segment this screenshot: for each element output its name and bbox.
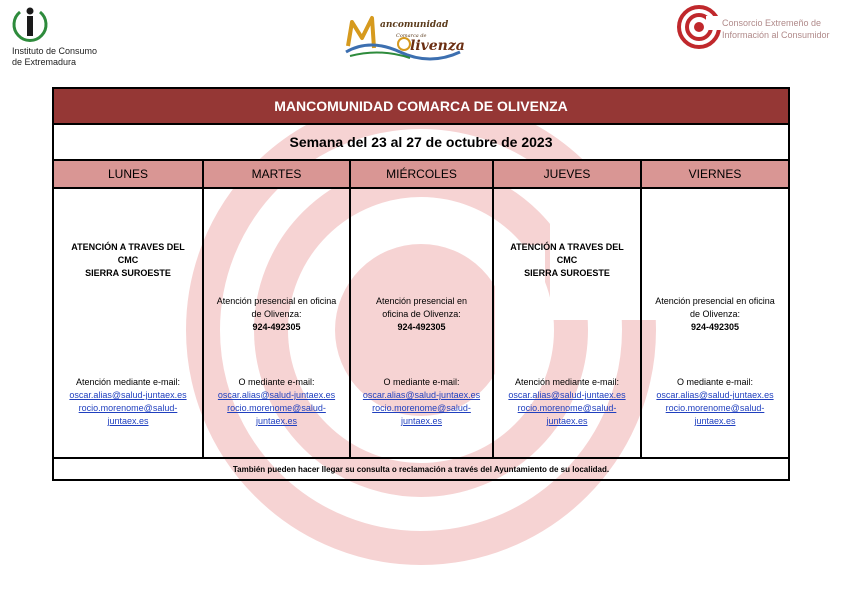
cmc-line3: SIERRA SUROESTE [85, 268, 171, 278]
cell-lunes [54, 189, 204, 457]
email-link-rocio-part2: juntaex.es [694, 416, 736, 426]
email-block [642, 376, 788, 428]
days-header-row [54, 161, 788, 189]
phone-number: 924-492305 [252, 322, 301, 332]
day-header-martes: MARTES [204, 161, 351, 187]
cmc-line2: CMC [117, 255, 139, 265]
email-block [351, 376, 492, 428]
email-intro: Atención mediante e-mail: [514, 377, 620, 387]
week-label: Semana del 23 al 27 de octubre de 2023 [54, 125, 788, 161]
cell-martes [204, 189, 351, 457]
email-link-rocio-part2: juntaex.es [400, 416, 443, 426]
day-header-jueves: JUEVES [494, 161, 642, 187]
day-header-viernes: VIERNES [642, 161, 788, 187]
schedule-table [52, 87, 790, 481]
logo-instituto-consumo [10, 6, 130, 66]
day-header-lunes: LUNES [54, 161, 204, 187]
logo-left-line2: de Extremadura [12, 57, 77, 67]
logo-center-line1: ancomunidad [380, 20, 449, 30]
email-link-oscar[interactable]: oscar.alias@salud-juntaex.es [508, 390, 626, 400]
email-link-rocio-part2: juntaex.es [546, 416, 588, 426]
logo-consorcio [676, 4, 836, 52]
presencial-block [204, 295, 349, 334]
cell-miercoles [351, 189, 494, 457]
email-link-oscar[interactable]: oscar.alias@salud-juntaex.es [217, 390, 336, 400]
logo-center-line2: Comarca de [396, 33, 427, 39]
presencial-block [642, 295, 788, 334]
phone-number: 924-492305 [690, 322, 740, 332]
cell-jueves [494, 189, 642, 457]
email-intro: O mediante e-mail: [238, 377, 315, 387]
email-intro: O mediante e-mail: [383, 377, 460, 387]
phone-number: 924-492305 [397, 322, 446, 332]
presencial-block [351, 295, 492, 334]
presencial-line2: de Olivenza: [689, 309, 741, 319]
email-link-rocio-part1: rocio.morenome@salud- [665, 403, 765, 413]
logo-right-line2: Información al Consumidor [722, 30, 830, 40]
cmc-block [54, 241, 202, 280]
email-link-rocio[interactable] [54, 402, 202, 428]
email-link-rocio[interactable] [642, 402, 788, 428]
email-link-rocio-part1: rocio.morenome@salud- [517, 403, 617, 413]
logo-right-line1: Consorcio Extremeño de [722, 18, 822, 28]
presencial-line1: Atención presencial en oficina [655, 296, 775, 306]
presencial-line2: oficina de Olivenza: [382, 309, 461, 319]
cmc-line1: ATENCIÓN A TRAVES DEL [71, 242, 185, 252]
logo-left-line1: Instituto de Consumo [12, 46, 98, 56]
email-intro: Atención mediante e-mail: [75, 377, 181, 387]
email-link-rocio-part2: juntaex.es [107, 416, 149, 426]
email-link-rocio[interactable] [204, 402, 349, 428]
consorcio-icon [676, 4, 722, 50]
instituto-consumo-icon [10, 6, 50, 44]
presencial-line1: Atención presencial en [375, 296, 468, 306]
cmc-block [494, 241, 640, 280]
footer-note: También pueden hacer llegar su consulta o reclamación a través del Ayuntamiento de su localidad. [232, 464, 610, 474]
email-block [54, 376, 202, 428]
day-header-miercoles: MIÉRCOLES [351, 161, 494, 187]
cmc-line3: SIERRA SUROESTE [524, 268, 610, 278]
email-block [494, 376, 640, 428]
logo-mancomunidad [340, 8, 470, 64]
email-link-rocio-part1: rocio.morenome@salud- [78, 403, 178, 413]
cell-viernes [642, 189, 788, 457]
email-link-rocio[interactable] [351, 402, 492, 428]
cmc-line1: ATENCIÓN A TRAVES DEL [510, 242, 624, 252]
presencial-line1: Atención presencial en oficina [216, 296, 337, 306]
email-intro: O mediante e-mail: [676, 377, 754, 387]
email-link-rocio-part1: rocio.morenome@salud- [227, 403, 326, 413]
email-link-oscar[interactable]: oscar.alias@salud-juntaex.es [656, 390, 774, 400]
email-block [204, 376, 349, 428]
email-link-rocio[interactable] [494, 402, 640, 428]
schedule-content-row [54, 189, 788, 459]
email-link-rocio-part2: juntaex.es [255, 416, 298, 426]
email-link-rocio-part1: rocio.morenome@salud- [372, 403, 471, 413]
email-link-oscar[interactable]: oscar.alias@salud-juntaex.es [362, 390, 481, 400]
email-link-oscar[interactable]: oscar.alias@salud-juntaex.es [69, 390, 187, 400]
presencial-line2: de Olivenza: [251, 309, 302, 319]
table-title: MANCOMUNIDAD COMARCA DE OLIVENZA [54, 89, 788, 125]
cmc-line2: CMC [556, 255, 578, 265]
logo-center-line3: livenza [410, 38, 465, 54]
